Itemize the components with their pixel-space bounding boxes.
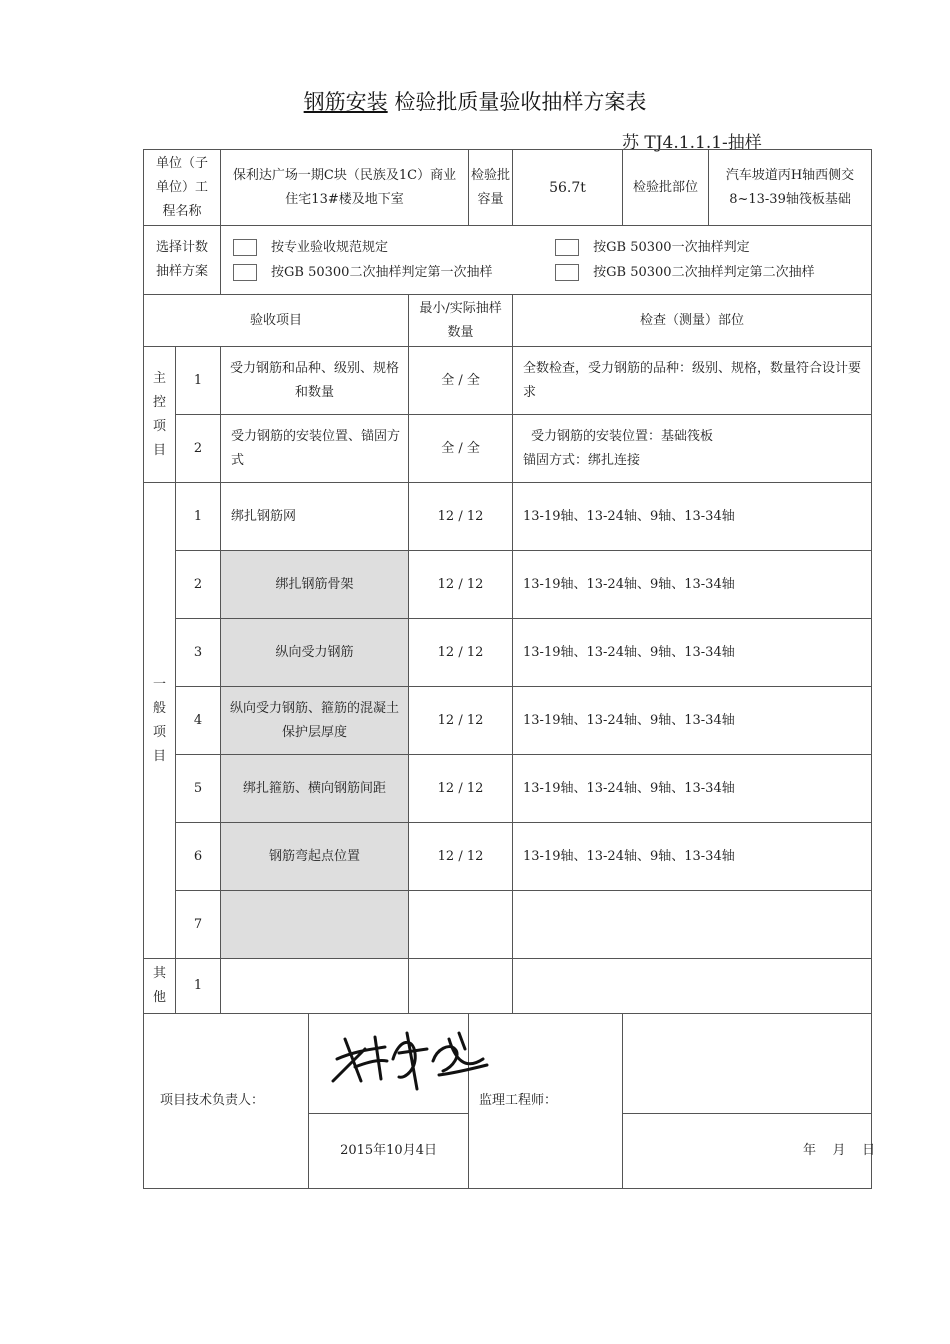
sampling-plan-table <box>143 149 876 1189</box>
row-qty: 全 / 全 <box>409 347 513 415</box>
supervisor-label: 监理工程师： <box>469 1014 623 1189</box>
row-qty: 12 / 12 <box>409 755 513 823</box>
row-qty: 全 / 全 <box>409 415 513 483</box>
checkbox-4[interactable] <box>555 264 579 281</box>
sampling-option-1[interactable]: 按专业验收规范规定 <box>233 235 551 260</box>
header-row <box>144 150 872 226</box>
code-prefix: 苏 <box>622 133 639 153</box>
row-location <box>513 415 872 483</box>
row-qty <box>409 959 513 1014</box>
unit-label: 单位（子单位）工程名称 <box>144 150 221 226</box>
handwritten-signature <box>315 1019 495 1099</box>
row-location: 13-19轴、13-24轴、9轴、13-34轴 <box>513 619 872 687</box>
table-row <box>144 415 872 483</box>
table-row <box>144 551 872 619</box>
table-row <box>144 483 872 551</box>
capacity-value: 56.7t <box>513 150 623 226</box>
row-no: 7 <box>176 891 221 959</box>
row-location: 全数检查，受力钢筋的品种：级别、规格，数量符合设计要求 <box>513 347 872 415</box>
sampling-label: 选择计数抽样方案 <box>144 226 221 295</box>
row-item: 钢筋弯起点位置 <box>221 823 409 891</box>
col-quantity: 最小/实际抽样数量 <box>409 295 513 347</box>
row-location-line2: 锚固方式：绑扎连接 <box>523 452 641 468</box>
row-item: 受力钢筋和品种、级别、规格和数量 <box>221 347 409 415</box>
title-rest: 检验批质量验收抽样方案表 <box>387 90 647 114</box>
tech-lead-label: 项目技术负责人： <box>144 1014 309 1189</box>
row-location <box>513 891 872 959</box>
column-header-row <box>144 295 872 347</box>
signature-row <box>144 1014 872 1114</box>
row-qty: 12 / 12 <box>409 619 513 687</box>
row-item: 绑扎箍筋、横向钢筋间距 <box>221 755 409 823</box>
row-qty <box>409 891 513 959</box>
row-qty: 12 / 12 <box>409 687 513 755</box>
row-location: 13-19轴、13-24轴、9轴、13-34轴 <box>513 687 872 755</box>
row-qty: 12 / 12 <box>409 483 513 551</box>
row-qty: 12 / 12 <box>409 551 513 619</box>
sampling-option-2[interactable]: 按GB 50300一次抽样判定 <box>555 235 814 260</box>
row-location <box>513 959 872 1014</box>
table-row <box>144 823 872 891</box>
tech-date: 2015年10月4日 <box>309 1114 469 1189</box>
supervisor-signature-cell <box>623 1014 872 1114</box>
row-location: 13-19轴、13-24轴、9轴、13-34轴 <box>513 483 872 551</box>
row-no: 4 <box>176 687 221 755</box>
row-item: 绑扎钢筋网 <box>221 483 409 551</box>
checkbox-2[interactable] <box>555 239 579 256</box>
title-underlined: 钢筋安装 <box>303 90 388 114</box>
row-no: 5 <box>176 755 221 823</box>
table-row <box>144 687 872 755</box>
table-row <box>144 347 872 415</box>
checkbox-1[interactable] <box>233 239 257 256</box>
sampling-option-4[interactable]: 按GB 50300二次抽样判定第二次抽样 <box>555 260 814 285</box>
table-row <box>144 619 872 687</box>
table-row <box>144 959 872 1014</box>
row-no: 1 <box>176 347 221 415</box>
main-control-label: 主控项目 <box>144 347 176 483</box>
row-item <box>221 891 409 959</box>
row-location: 13-19轴、13-24轴、9轴、13-34轴 <box>513 551 872 619</box>
other-label: 其他 <box>144 959 176 1014</box>
row-location: 13-19轴、13-24轴、9轴、13-34轴 <box>513 823 872 891</box>
row-location-line1: 受力钢筋的安装位置：基础筏板 <box>531 428 714 444</box>
code-suffix: -抽样 <box>722 133 762 153</box>
row-location: 13-19轴、13-24轴、9轴、13-34轴 <box>513 755 872 823</box>
row-qty: 12 / 12 <box>409 823 513 891</box>
sampling-option-3[interactable]: 按GB 50300二次抽样判定第一次抽样 <box>233 260 551 285</box>
row-item <box>221 959 409 1014</box>
supervisor-date: 年 月 日 <box>623 1114 872 1189</box>
col-item: 验收项目 <box>144 295 409 347</box>
page-title <box>0 86 950 116</box>
table-row <box>144 891 872 959</box>
row-item: 绑扎钢筋骨架 <box>221 551 409 619</box>
location-value: 汽车坡道丙H轴西侧交8~13-39轴筏板基础 <box>709 150 872 226</box>
row-no: 6 <box>176 823 221 891</box>
row-no: 1 <box>176 483 221 551</box>
row-no: 2 <box>176 415 221 483</box>
row-no: 2 <box>176 551 221 619</box>
row-item: 纵向受力钢筋 <box>221 619 409 687</box>
capacity-label: 检验批容量 <box>469 150 513 226</box>
checkbox-3[interactable] <box>233 264 257 281</box>
code-number: TJ4.1.1.1 <box>639 133 723 153</box>
table-row <box>144 755 872 823</box>
row-no: 1 <box>176 959 221 1014</box>
tech-signature-cell <box>309 1014 469 1114</box>
row-item: 受力钢筋的安装位置、锚固方式 <box>221 415 409 483</box>
unit-value: 保利达广场一期C块（民族及1C）商业住宅13#楼及地下室 <box>221 150 469 226</box>
row-no: 3 <box>176 619 221 687</box>
general-label: 一般项目 <box>144 483 176 959</box>
col-location: 检查（测量）部位 <box>513 295 872 347</box>
sampling-row <box>144 226 872 295</box>
location-label: 检验批部位 <box>623 150 709 226</box>
row-item: 纵向受力钢筋、箍筋的混凝土保护层厚度 <box>221 687 409 755</box>
